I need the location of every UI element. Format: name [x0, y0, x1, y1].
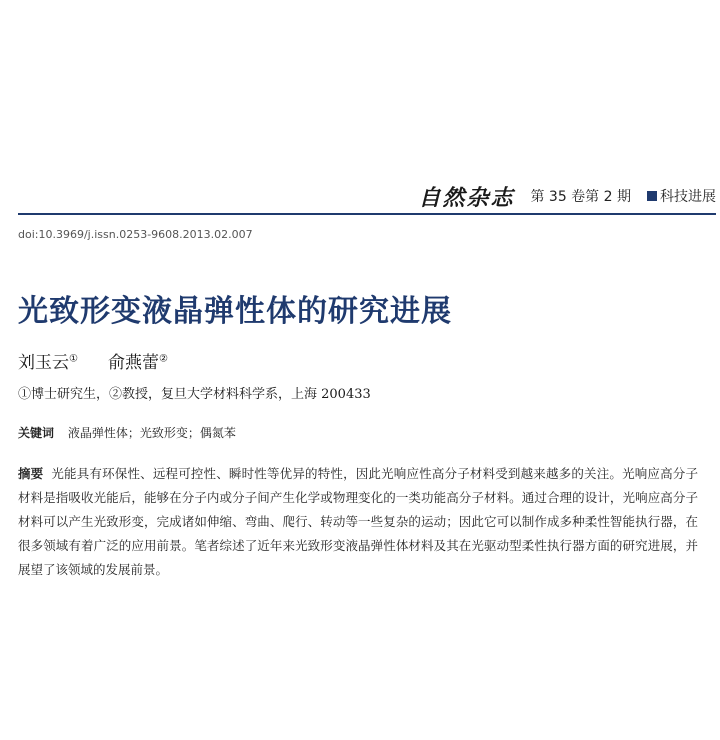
author-mark: ②	[158, 353, 168, 365]
affiliation: ①博士研究生，②教授，复旦大学材料科学系，上海 200433	[18, 387, 371, 402]
author-mark: ①	[69, 353, 78, 365]
author[interactable]	[18, 348, 78, 373]
doi[interactable]: doi:10.3969/j.issn.0253-9608.2013.02.007	[18, 228, 253, 241]
author[interactable]	[108, 348, 168, 373]
abstract-label: 摘要	[18, 466, 44, 481]
abstract	[18, 462, 698, 582]
journal-header	[18, 180, 716, 212]
keywords-label: 关键词	[18, 426, 55, 440]
header-rule	[18, 213, 716, 215]
authors	[18, 348, 168, 373]
keywords-text: 液晶弹性体；光致形变；偶氮苯	[67, 426, 236, 440]
square-icon	[647, 191, 657, 201]
journal-logo: 自然杂志	[418, 184, 515, 211]
author-name: 刘玉云	[18, 353, 69, 373]
abstract-text: 光能具有环保性、远程可控性、瞬时性等优异的特性，因此光响应性高分子材料受到越来越多的关注。光响应高分子材料是指吸收光能后，能够在分子内或分子间产生化学或物理变化的一类功能高分子材料。通过合理的设计，光响应高分子材料可以产生光致形变，完成诸如伸缩、弯曲、爬行、转动等一些复杂的运动；因此它可以制作成多种柔性智能执行器，在很多领域有着广泛的应用前景。笔者综述了近年来光致形变液晶弹性体材料及其在光驱动型柔性执行器方面的研究进展，并展望了该领域的发展前景。	[18, 466, 698, 577]
keywords	[18, 424, 236, 441]
issue-info: 第 35 卷第 2 期	[530, 189, 631, 205]
author-name: 俞燕蕾	[107, 353, 159, 373]
article-title: 光致形变液晶弹性体的研究进展	[18, 294, 452, 329]
section-label: 科技进展	[660, 189, 716, 205]
section-tag	[647, 186, 716, 206]
